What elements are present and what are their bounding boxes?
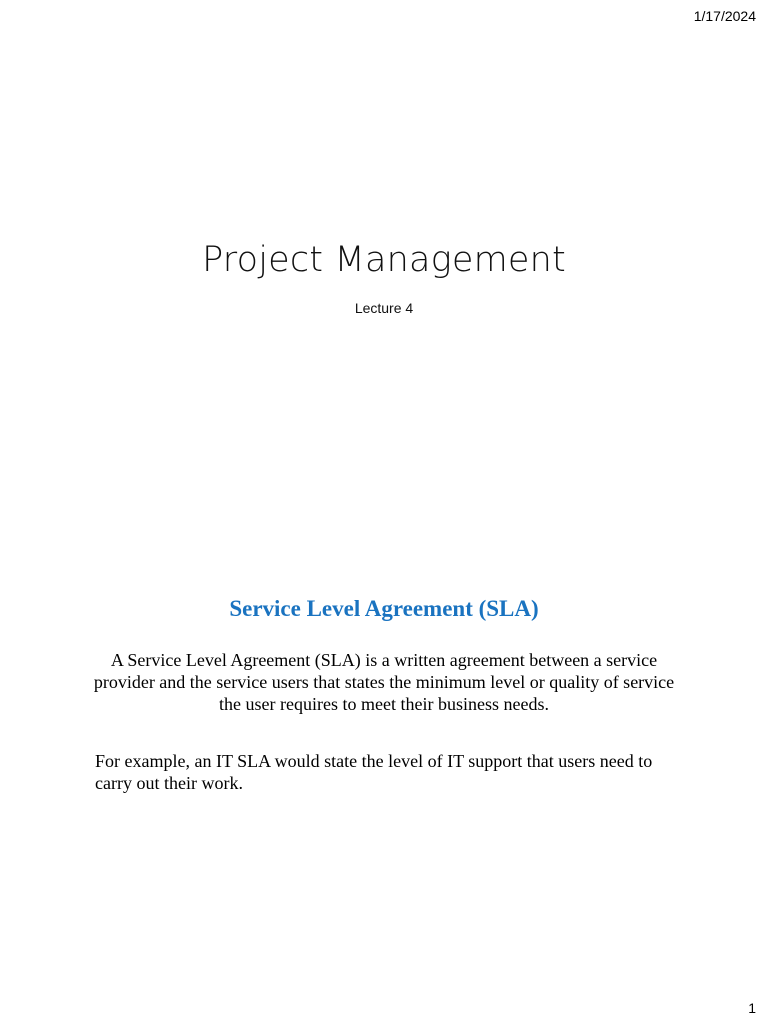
sla-heading: Service Level Agreement (SLA) xyxy=(229,596,539,621)
sla-definition-text: A Service Level Agreement (SLA) is a written agreement between a service provider and the service users that states the minimum level or quality of service the user requires to meet their business needs. xyxy=(93,650,675,714)
page-number: 1 xyxy=(748,1000,756,1016)
sla-example-text: For example, an IT SLA would state the level of IT support that users need to carry out their work. xyxy=(95,751,653,793)
slide-subtitle: Lecture 4 xyxy=(354,300,414,316)
slide-title: Project Management xyxy=(202,240,566,280)
date-label: 1/17/2024 xyxy=(693,8,756,24)
sla-slide xyxy=(0,560,768,1000)
